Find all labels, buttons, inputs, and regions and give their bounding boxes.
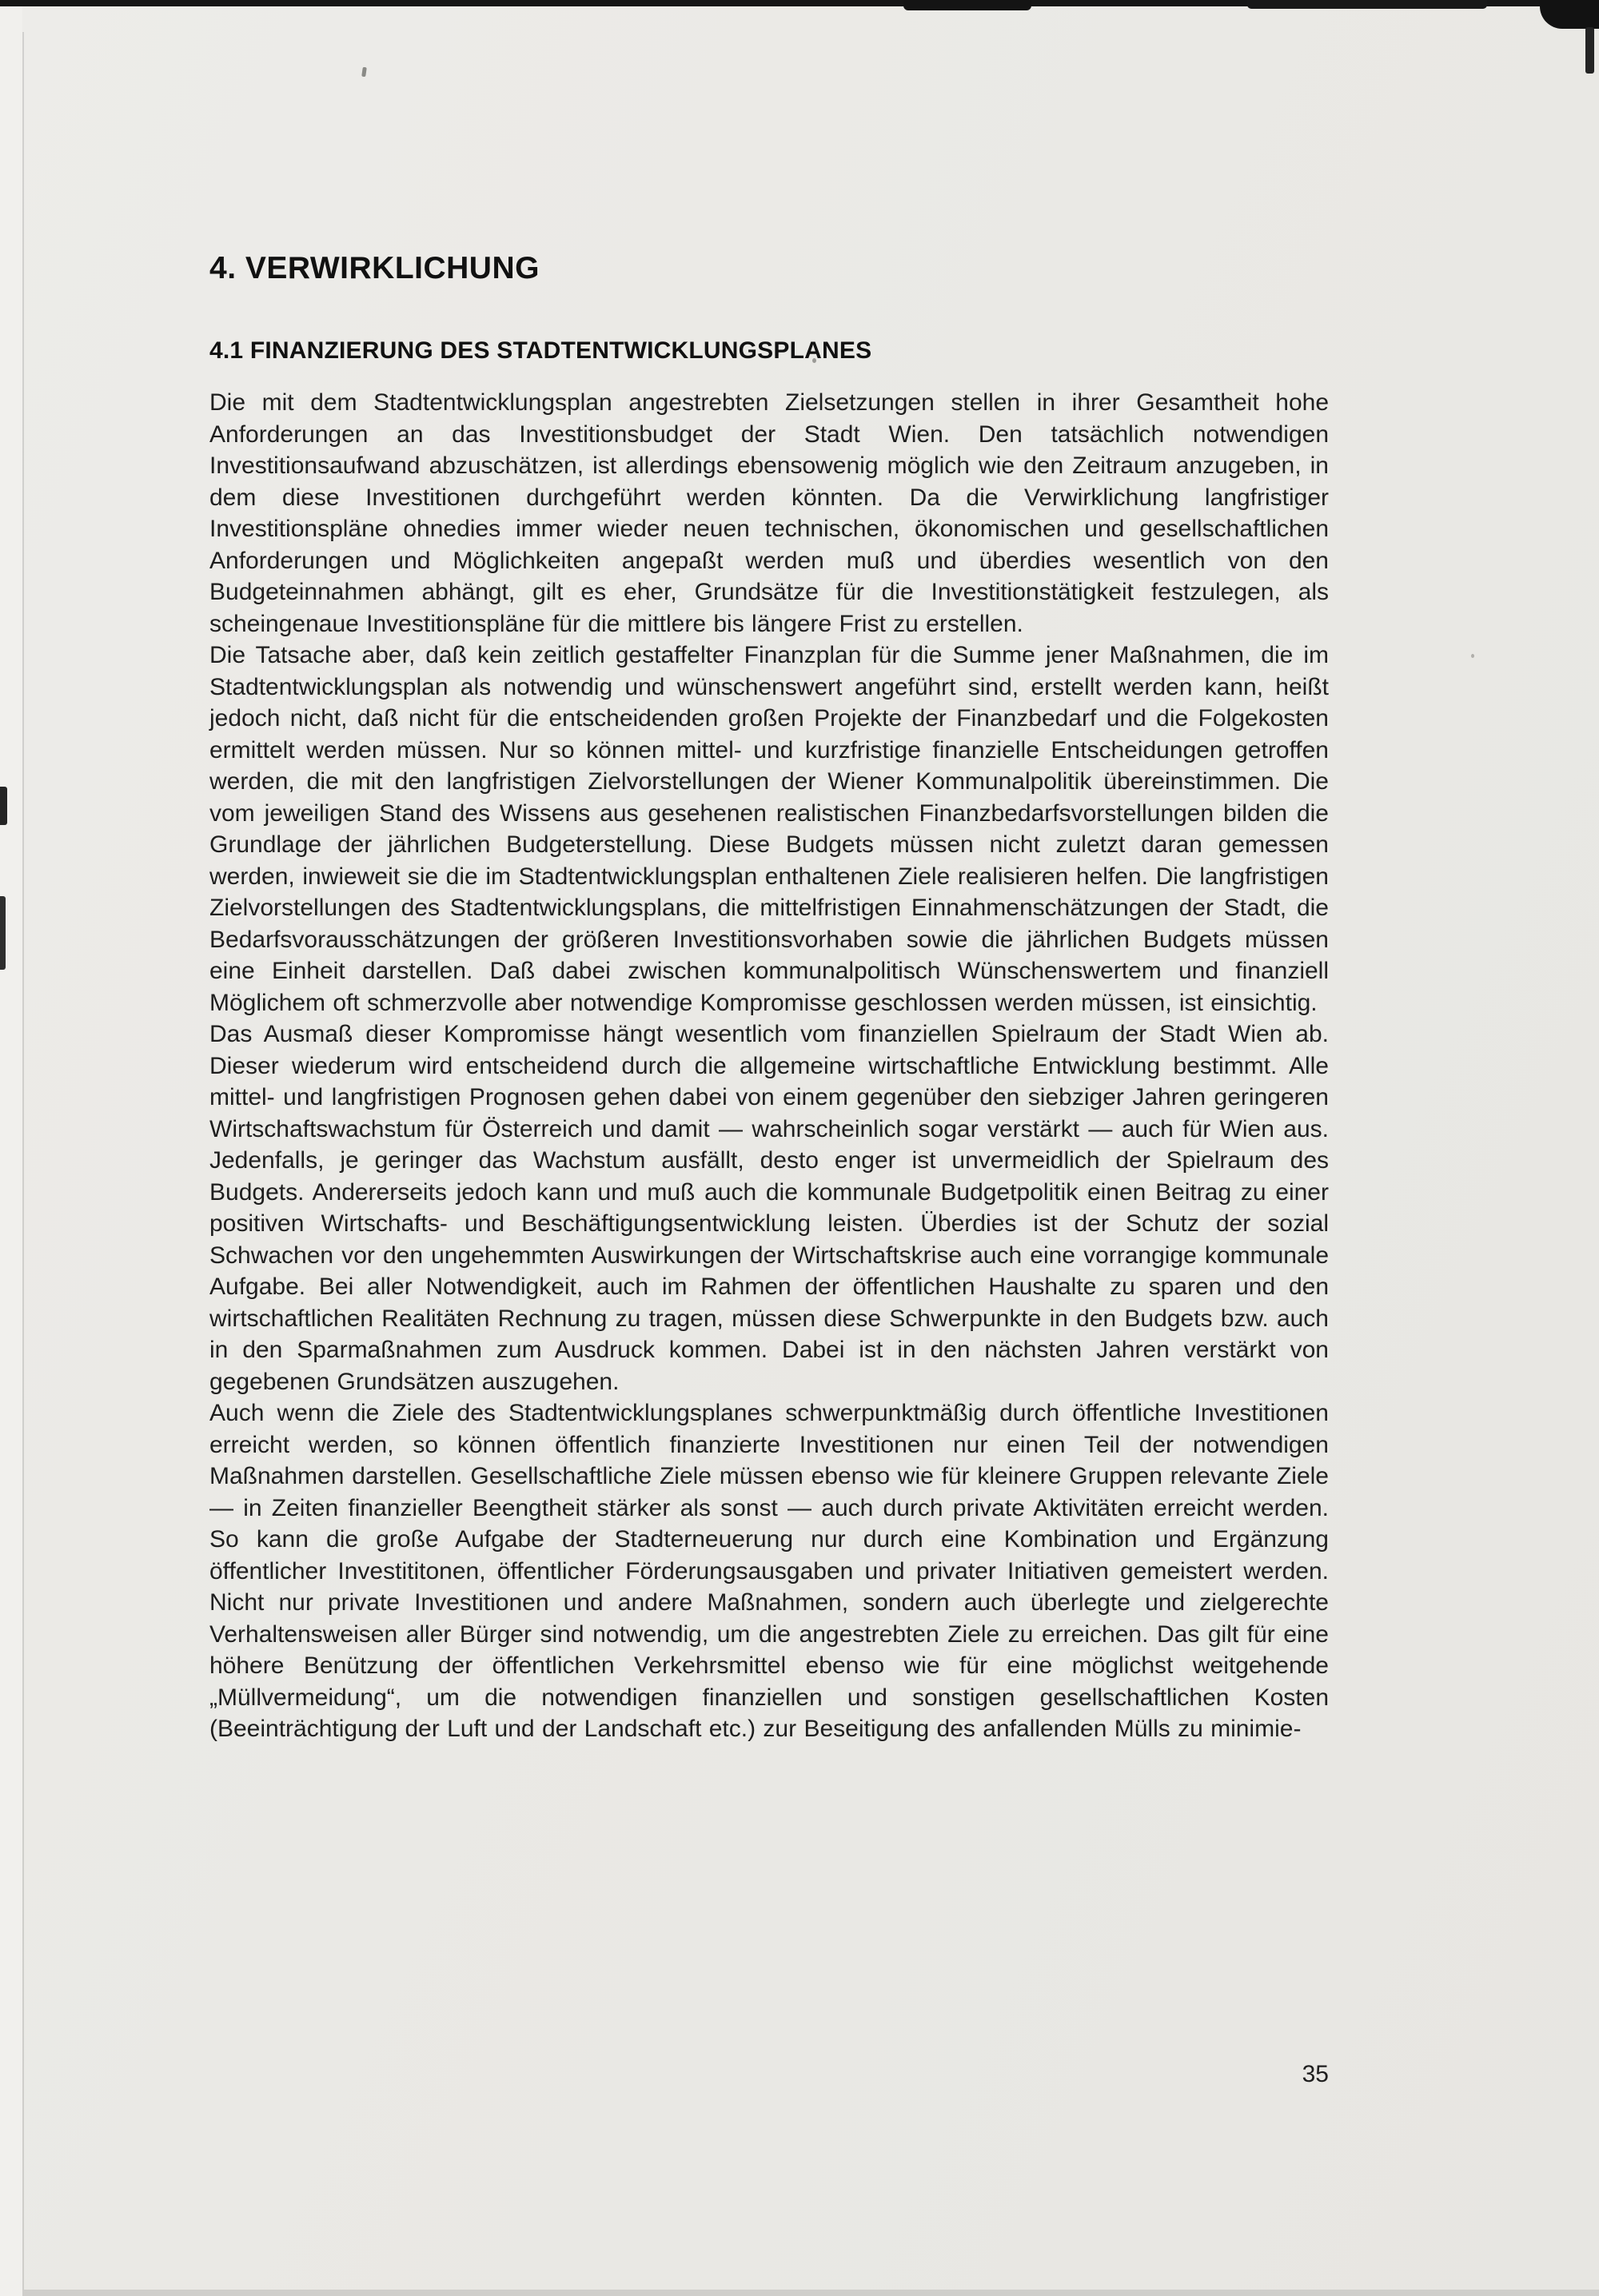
scan-left-edge-mark [0, 896, 6, 970]
scan-top-edge-artifact [1247, 0, 1487, 9]
scan-corner-artifact [1585, 27, 1594, 74]
scan-left-edge-mark [0, 787, 7, 825]
paragraph: Das Ausmaß dieser Kompromisse hängt wesentlich vom finanziellen Spielraum der Stadt Wien ab. Dieser wiederum wird entscheidend durch die allgemeine wirtschaftliche Entwicklung bestimmt. Alle mittel- und langfristigen Prognosen gehen dabei von einem gegenüber den siebziger Jahren geringeren Wirtschaftswachstum für Österreich und damit — wahrscheinlich sogar verstärkt — auch für Wien aus. Jedenfalls, je geringer das Wachstum ausfällt, desto enger ist unvermeidlich der Spielraum des Budgets. Andererseits jedoch kann und muß auch die kommunale Budgetpolitik einen Beitrag zu einer positiven Wirtschafts- und Beschäftigungsentwicklung leisten. Überdies ist der Schutz der sozial Schwachen vor den ungehemmten Auswirkungen der Wirtschaftskrise auch eine vorrangige kommunale Aufgabe. Bei aller Notwendigkeit, auch im Rahmen der öffentlichen Haushalte zu sparen und den wirtschaftlichen Realitäten Rechnung zu tragen, müssen diese Schwerpunkte in den Budgets bzw. auch in den Sparmaßnahmen zum Ausdruck kommen. Dabei ist in den nächsten Jahren verstärkt von gegebenen Grundsätzen auszugehen. [209, 1021, 1329, 1395]
scan-corner-artifact [1540, 0, 1599, 29]
text-block [209, 251, 1329, 1745]
paragraph: Die mit dem Stadtentwicklungsplan angestrebten Zielsetzungen stellen in ihrer Gesamtheit hohe Anforderungen an das Investitionsbudget der Stadt Wien. Den tatsächlich notwendigen Investitionsaufwand abzuschätzen, ist allerdings ebensowenig möglich wie den Zeitraum anzugeben, in dem diese Investitionen durchgeführt werden könnten. Da die Verwirklichung langfristiger Investitionspläne ohnedies immer wieder neuen technischen, ökonomischen und gesellschaftlichen Anforderungen und Möglichkeiten angepaßt werden muß und überdies wesentlich von den Budgeteinnahmen abhängt, gilt es eher, Grundsätze für die Investitionstätigkeit festzulegen, als scheingenaue Investitionspläne für die mittlere bis längere Frist zu erstellen. [209, 389, 1329, 637]
paragraph: Die Tatsache aber, daß kein zeitlich gestaffelter Finanzplan für die Summe jener Maßnahmen, die im Stadtentwicklungsplan als notwendig und wünschenswert angeführt sind, erstellt werden kann, heißt jedoch nicht, daß nicht für die entscheidenden großen Projekte der Finanzbedarf und die Folgekosten ermittelt werden müssen. Nur so können mittel- und kurzfristige finanzielle Entscheidungen getroffen werden, die mit den langfristigen Zielvorstellungen der Wiener Kommunalpolitik übereinstimmen. Die vom jeweiligen Stand des Wissens aus gesehenen realistischen Finanzbedarfsvorstellungen bilden die Grundlage der jährlichen Budgeterstellung. Diese Budgets müssen nicht zuletzt daran gemessen werden, inwieweit sie die im Stadtentwicklungsplan enthaltenen Ziele realisieren helfen. Die langfristigen Zielvorstellungen des Stadtentwicklungsplans, die mittelfristigen Einnahmenschätzungen der Stadt, die Bedarfsvorausschätzungen der größeren Investitionsvorhaben sowie die jährlichen Budgets müssen eine Einheit darstellen. Daß dabei zwischen kommunalpolitisch Wünschenswertem und finanziell Möglichem oft schmerzvolle aber notwendige Kompromisse geschlossen werden müssen, ist einsichtig. [209, 642, 1329, 1016]
scan-page-edge-line [22, 32, 24, 2290]
scan-speck [361, 67, 367, 78]
scan-page-edge [0, 6, 22, 2296]
scan-speck [1471, 654, 1474, 658]
page-number: 35 [1302, 2061, 1329, 2087]
section-heading: 4.1 FINANZIERUNG DES STADTENTWICKLUNGSPLANES [209, 337, 872, 364]
paragraph: Auch wenn die Ziele des Stadtentwicklungsplanes schwerpunktmäßig durch öffentliche Investitionen erreicht werden, so können öffentlich finanzierte Investitionen nur einen Teil der notwendigen Maßnahmen darstellen. Gesellschaftliche Ziele müssen ebenso wie für kleinere Gruppen relevante Ziele — in Zeiten finanzieller Beengtheit stärker als sonst — auch durch private Aktivitäten erreicht werden. So kann die große Aufgabe der Stadterneuerung nur durch eine Kombination und Ergänzung öffentlicher Investititonen, öffentlicher Förderungsausgaben und privater Initiativen gemeistert werden. Nicht nur private Investitionen und andere Maßnahmen, sondern auch überlegte und zielgerechte Verhaltensweisen aller Bürger sind notwendig, um die angestrebten Ziele zu erreichen. Das gilt für eine höhere Benützung der öffentlichen Verkehrsmittel ebenso wie für eine möglichst weitgehende „Müllvermeidung“, um die notwendigen finanziellen und sonstigen gesellschaftlichen Kosten (Beeinträchtigung der Luft und der Landschaft etc.) zur Beseitigung des anfallenden Mülls zu minimie- [209, 1400, 1329, 1742]
chapter-title: 4. VERWIRKLICHUNG [209, 251, 540, 285]
scan-top-edge-artifact [903, 0, 1031, 10]
